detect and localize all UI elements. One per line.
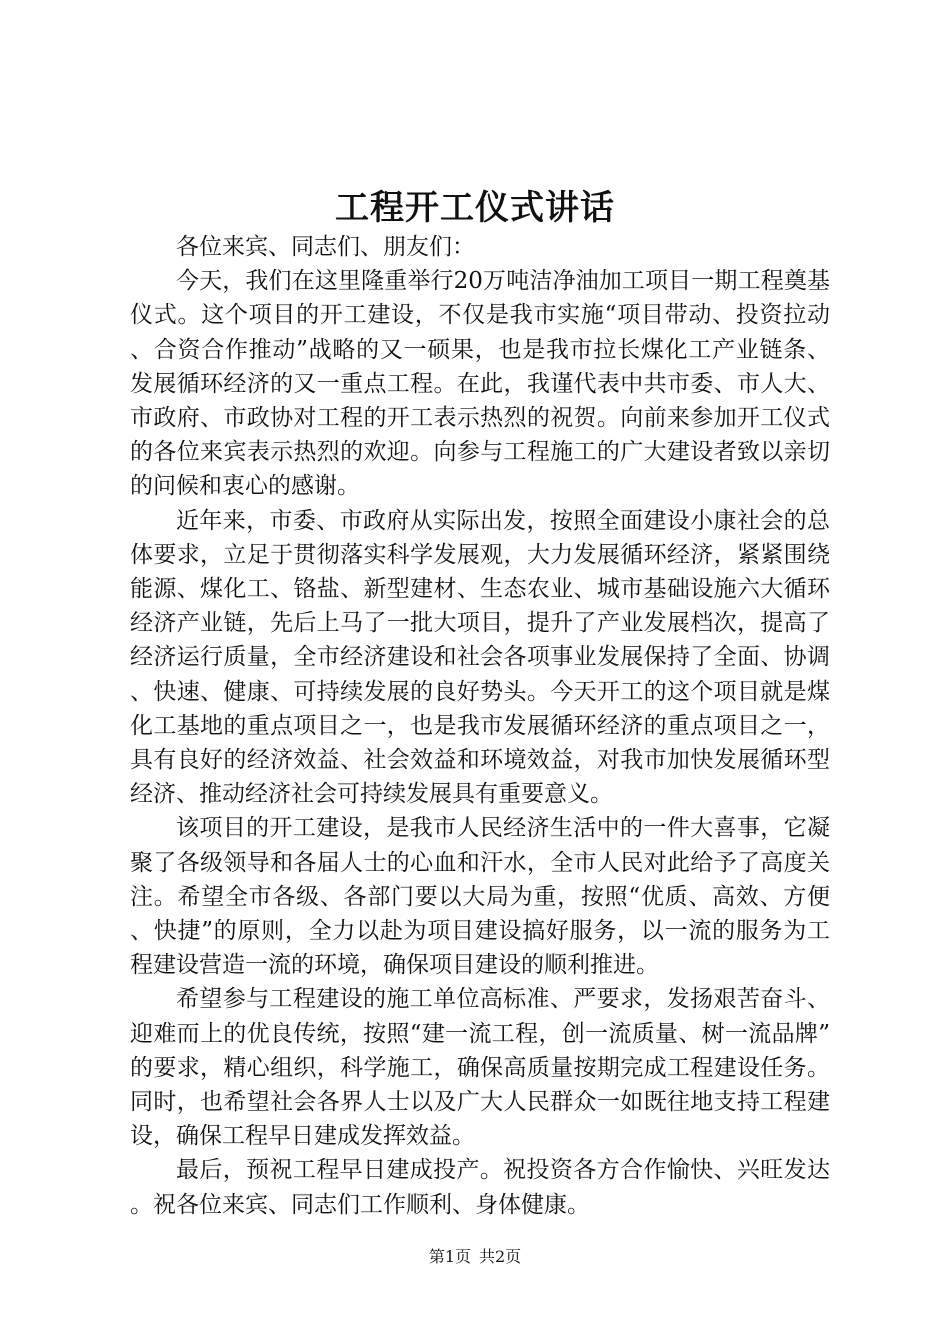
document-body: [130, 230, 830, 1222]
body-paragraph: 希望参与工程建设的施工单位高标准、严要求，发扬艰苦奋斗、迎难而上的优良传统，按照“建一流工程，创一流质量、树一流品牌”的要求，精心组织，科学施工，确保高质量按期完成工程建设任务。同时，也希望社会各界人士以及广大人民群众一如既往地支持工程建设，确保工程早日建成发挥效益。: [130, 986, 830, 1150]
body-paragraph: 该项目的开工建设，是我市人民经济生活中的一件大喜事，它凝聚了各级领导和各届人士的心血和汗水，全市人民对此给予了高度关注。希望全市各级、各部门要以大局为重，按照“优质、高效、方便、快捷”的原则，全力以赴为项目建设搞好服务，以一流的服务为工程建设营造一流的环境，确保项目建设的顺利推进。: [130, 815, 830, 979]
body-paragraph: 近年来，市委、市政府从实际出发，按照全面建设小康社会的总体要求，立足于贯彻落实科学发展观，大力发展循环经济，紧紧围绕能源、煤化工、铬盐、新型建材、生态农业、城市基础设施六大循环经济产业链，先后上马了一批大项目，提升了产业发展档次，提高了经济运行质量，全市经济建设和社会各项事业发展保持了全面、协调、快速、健康、可持续发展的良好势头。今天开工的这个项目就是煤化工基地的重点项目之一，也是我市发展循环经济的重点项目之一，具有良好的经济效益、社会效益和环境效益，对我市加快发展循环型经济、推动经济社会可持续发展具有重要意义。: [130, 507, 830, 808]
closing-paragraph: 最后，预祝工程早日建成投产。祝投资各方合作愉快、兴旺发达。祝各位来宾、同志们工作顺利、身体健康。: [130, 1157, 830, 1218]
document-title: 工程开工仪式讲话: [335, 188, 615, 228]
page-number: 第1页: [428, 1247, 471, 1266]
page-total: 共2页: [479, 1247, 522, 1266]
body-paragraph: 今天，我们在这里隆重举行20万吨洁净油加工项目一期工程奠基仪式。这个项目的开工建设，不仅是我市实施“项目带动、投资拉动、合资合作推动”战略的又一硕果，也是我市拉长煤化工产业链条、发展循环经济的又一重点工程。在此，我谨代表中共市委、市人大、市政府、市政协对工程的开工表示热烈的祝贺。向前来参加开工仪式的各位来宾表示热烈的欢迎。向参与工程施工的广大建设者致以亲切的问候和衷心的感谢。: [130, 268, 830, 500]
page-footer: [0, 1247, 950, 1267]
salutation-paragraph: 各位来宾、同志们、朋友们：: [176, 234, 475, 260]
